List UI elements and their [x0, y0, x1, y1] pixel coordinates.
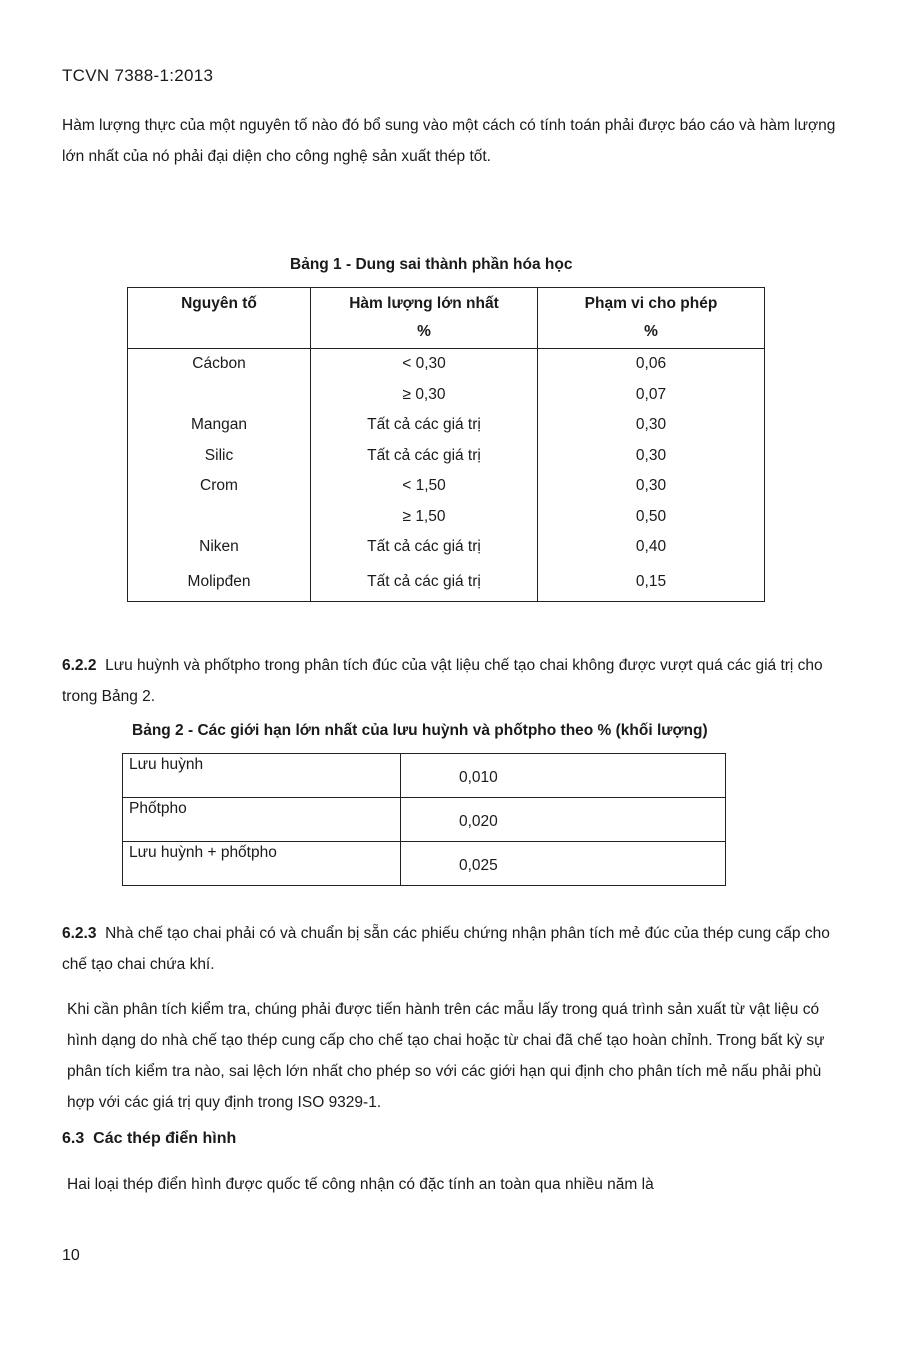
- sulfur-phosphorus-table: [122, 753, 726, 886]
- section-title: Các thép điển hình: [93, 1130, 237, 1147]
- table-row: [128, 410, 765, 441]
- range-cell: 0,06: [538, 349, 765, 380]
- element-cell: Crom: [128, 471, 311, 502]
- value-cell: 0,010: [401, 754, 726, 798]
- section-6-2-2: [62, 650, 842, 712]
- table-row: [128, 532, 765, 563]
- verification-paragraph: Khi cần phân tích kiểm tra, chúng phải được tiến hành trên các mẫu lấy trong quá trình sản xuất từ vật liệu có hình dạng do nhà chế tạo thép cung cấp cho chế tạo chai hoặc từ chai đã chế tạo hoàn chỉnh. Trong bất kỳ sự phân tích kiểm tra nào, sai lệch lớn nhất cho phép so với các giới hạn qui định cho phân tích mẻ nấu phải phù hợp với các giá trị quy định trong ISO 9329-1.: [67, 1001, 825, 1111]
- max-content-cell: Tất cả các giá trị: [311, 532, 538, 563]
- range-cell: 0,30: [538, 471, 765, 502]
- table-row: [128, 441, 765, 472]
- section-number: 6.2.3: [62, 925, 97, 942]
- range-cell: 0,30: [538, 441, 765, 472]
- table-row: [123, 798, 726, 842]
- max-content-cell: Tất cả các giá trị: [311, 441, 538, 472]
- section-6-3-heading: [62, 1130, 236, 1148]
- element-cell: Cácbon: [128, 349, 311, 380]
- section-text: Nhà chế tạo chai phải có và chuẩn bị sẵn các phiếu chứng nhận phân tích mẻ đúc của thép cung cấp cho chế tạo chai chứa khí.: [62, 925, 830, 973]
- value-cell: 0,020: [401, 798, 726, 842]
- element-cell: Mangan: [128, 410, 311, 441]
- table1-header-allowed-range: Phạm vi cho phép %: [538, 288, 765, 349]
- table-row: [128, 563, 765, 602]
- element-cell: Niken: [128, 532, 311, 563]
- table-row: [128, 349, 765, 380]
- table1-header-max-content: Hàm lượng lớn nhất %: [311, 288, 538, 349]
- table2-caption: Bảng 2 - Các giới hạn lớn nhất của lưu huỳnh và phốtpho theo % (khối lượng): [132, 722, 708, 739]
- max-content-cell: < 0,30: [311, 349, 538, 380]
- section-number: 6.3: [62, 1130, 85, 1147]
- label-cell: Lưu huỳnh: [123, 754, 401, 798]
- chemical-tolerance-table: [127, 287, 765, 602]
- max-content-cell: Tất cả các giá trị: [311, 563, 538, 602]
- section-text: Lưu huỳnh và phốtpho trong phân tích đúc của vật liệu chế tạo chai không được vượt quá các giá trị cho trong Bảng 2.: [62, 657, 823, 705]
- element-cell: [128, 502, 311, 533]
- element-cell: Silic: [128, 441, 311, 472]
- document-code: TCVN 7388-1:2013: [62, 66, 214, 85]
- range-cell: 0,15: [538, 563, 765, 602]
- max-content-cell: ≥ 0,30: [311, 380, 538, 411]
- range-cell: 0,07: [538, 380, 765, 411]
- section-number: 6.2.2: [62, 657, 97, 674]
- page-number: 10: [62, 1247, 80, 1264]
- range-cell: 0,50: [538, 502, 765, 533]
- table-row: [123, 842, 726, 886]
- label-cell: Phốtpho: [123, 798, 401, 842]
- table1-header-element: Nguyên tố: [128, 288, 311, 349]
- table-row: [128, 471, 765, 502]
- element-cell: [128, 380, 311, 411]
- table-row: [123, 754, 726, 798]
- max-content-cell: < 1,50: [311, 471, 538, 502]
- element-cell: Molipđen: [128, 563, 311, 602]
- typical-steels-paragraph: Hai loại thép điển hình được quốc tế công nhận có đặc tính an toàn qua nhiều năm là: [67, 1176, 654, 1193]
- value-cell: 0,025: [401, 842, 726, 886]
- range-cell: 0,40: [538, 532, 765, 563]
- range-cell: 0,30: [538, 410, 765, 441]
- table-row: [128, 502, 765, 533]
- intro-paragraph: Hàm lượng thực của một nguyên tố nào đó bổ sung vào một cách có tính toán phải được báo cáo và hàm lượng lớn nhất của nó phải đại diện cho công nghệ sản xuất thép tốt.: [62, 117, 836, 165]
- max-content-cell: ≥ 1,50: [311, 502, 538, 533]
- table1-caption: Bảng 1 - Dung sai thành phần hóa học: [290, 256, 573, 273]
- table-row: [128, 380, 765, 411]
- section-6-2-3: [62, 918, 842, 980]
- label-cell: Lưu huỳnh + phốtpho: [123, 842, 401, 886]
- max-content-cell: Tất cả các giá trị: [311, 410, 538, 441]
